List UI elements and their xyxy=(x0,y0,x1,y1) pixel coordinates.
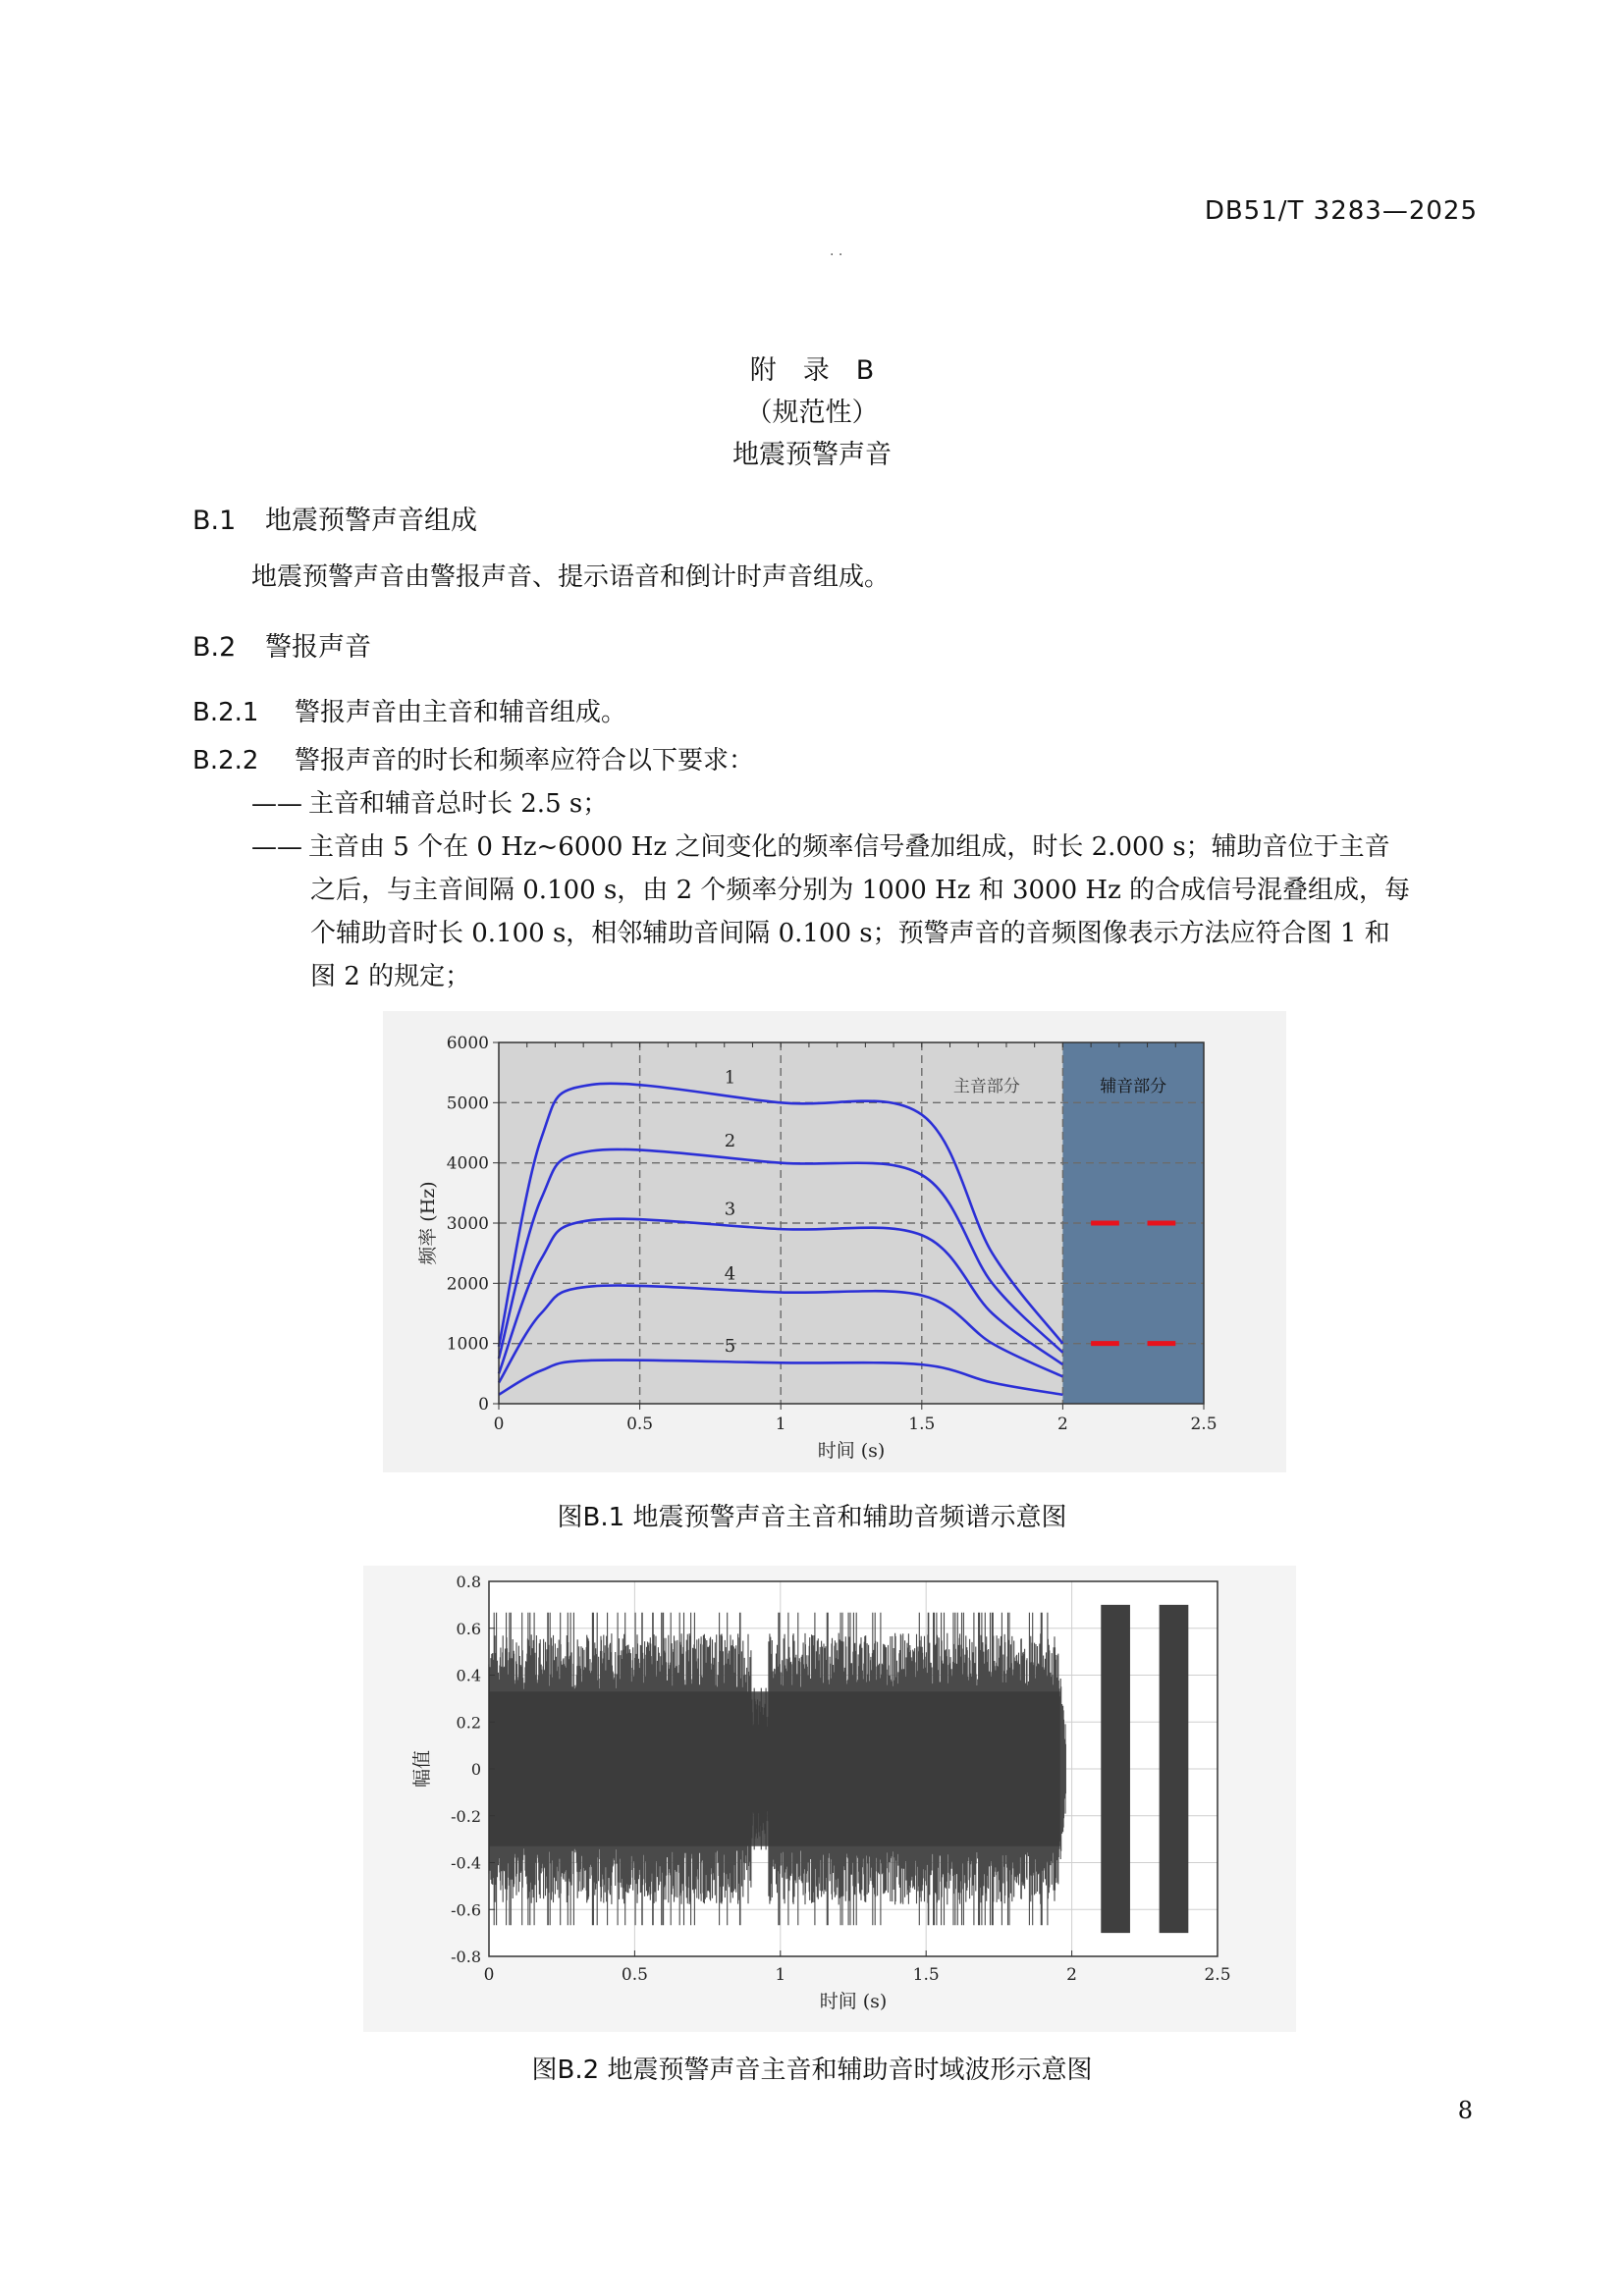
x-tick-label: 0.5 xyxy=(626,1415,654,1434)
section-number: B.2.1 xyxy=(192,698,259,727)
x-tick-label: 1 xyxy=(775,1415,786,1434)
y-axis-label: 幅值 xyxy=(411,1749,433,1789)
section-text: 警报声音的时长和频率应符合以下要求： xyxy=(295,746,755,775)
section-title: 警报声音 xyxy=(265,632,371,663)
aux-tone-block xyxy=(1101,1605,1130,1933)
x-tick-label: 2 xyxy=(1066,1965,1078,1985)
list-item-text: 主音和辅音总时长 2.5 s； xyxy=(308,789,609,819)
aux-tone-label: 辅音部分 xyxy=(1100,1077,1167,1096)
series-label: 5 xyxy=(724,1335,736,1357)
x-tick-label: 0 xyxy=(483,1965,495,1985)
page-number: 8 xyxy=(1457,2097,1473,2124)
y-tick-label: 0.4 xyxy=(456,1666,481,1685)
section-text: 警报声音由主音和辅音组成。 xyxy=(295,698,627,727)
y-tick-label: -0.2 xyxy=(451,1806,481,1826)
x-tick-label: 1 xyxy=(775,1965,786,1985)
y-tick-label: 0.6 xyxy=(456,1619,481,1638)
dash-marker: —— xyxy=(251,832,302,862)
x-tick-label: 2.5 xyxy=(1204,1965,1231,1985)
series-label: 1 xyxy=(724,1067,736,1089)
x-tick-label: 0.5 xyxy=(621,1965,648,1985)
series-label: 2 xyxy=(724,1131,736,1152)
doc-code: DB51/T 3283—2025 xyxy=(1204,196,1478,226)
x-tick-label: 1.5 xyxy=(908,1415,936,1434)
y-tick-label: 5000 xyxy=(446,1094,489,1114)
spectrum-chart xyxy=(383,1011,1286,1472)
x-tick-label: 2 xyxy=(1056,1415,1068,1434)
y-tick-label: 1000 xyxy=(446,1334,489,1355)
section-b1-heading xyxy=(192,499,477,537)
series-label: 4 xyxy=(724,1263,736,1285)
y-tick-label: -0.8 xyxy=(451,1948,481,1966)
dash-marker: —— xyxy=(251,789,302,819)
section-number: B.1 xyxy=(192,506,237,536)
section-number: B.2 xyxy=(192,632,237,663)
list-item-continuation: 图 2 的规定； xyxy=(310,962,471,991)
y-tick-label: 6000 xyxy=(446,1034,489,1053)
figure2-caption: 图B.2 地震预警声音主音和辅助音时域波形示意图 xyxy=(531,2056,1093,2085)
appendix-title: 附 录 B xyxy=(749,355,875,386)
x-tick-label: 1.5 xyxy=(912,1965,940,1985)
list-item xyxy=(251,826,1479,869)
figure1-caption: 图B.1 地震预警声音主音和辅助音频谱示意图 xyxy=(557,1503,1067,1532)
series-label: 3 xyxy=(724,1199,736,1220)
y-axis-label: 频率 (Hz) xyxy=(417,1181,439,1265)
x-axis-label: 时间 (s) xyxy=(817,1440,886,1462)
section-title: 地震预警声音组成 xyxy=(265,506,477,536)
y-tick-label: 0.2 xyxy=(456,1713,481,1733)
y-tick-label: 4000 xyxy=(446,1153,489,1174)
y-tick-label: 2000 xyxy=(446,1274,489,1295)
list-item-continuation: 之后，与主音间隔 0.100 s，由 2 个频率分别为 1000 Hz 和 3000 Hz 的合成信号混叠组成，每 xyxy=(310,876,1411,905)
section-b1-text: 地震预警声音由警报声音、提示语音和倒计时声音组成。 xyxy=(251,562,891,592)
x-tick-label: 2.5 xyxy=(1190,1415,1218,1434)
list-item-text: 主音由 5 个在 0 Hz~6000 Hz 之间变化的频率信号叠加组成，时长 2.000 s；辅助音位于主音 xyxy=(308,832,1390,862)
y-tick-label: -0.4 xyxy=(451,1853,481,1873)
waveform-chart xyxy=(363,1566,1296,2032)
x-tick-label: 0 xyxy=(493,1415,505,1434)
y-tick-label: 3000 xyxy=(446,1214,489,1234)
x-axis-label: 时间 (s) xyxy=(819,1991,888,2012)
y-tick-label: 0 xyxy=(478,1395,489,1415)
list-item xyxy=(251,782,1479,826)
appendix-subject: 地震预警声音 xyxy=(732,440,892,470)
section-b22 xyxy=(192,739,754,782)
y-tick-label: -0.6 xyxy=(451,1900,481,1920)
waveform-core xyxy=(489,1691,1060,1846)
header-dots: · · xyxy=(830,247,843,263)
section-b21 xyxy=(192,691,626,734)
appendix-nature: （规范性） xyxy=(745,398,879,428)
aux-tone-block xyxy=(1160,1605,1189,1933)
section-b2-heading xyxy=(192,625,371,664)
y-tick-label: 0 xyxy=(470,1760,481,1779)
main-tone-label: 主音部分 xyxy=(952,1077,1020,1096)
list-item-continuation: 个辅助音时长 0.100 s，相邻辅助音间隔 0.100 s；预警声音的音频图像表示方法应符合图 1 和 xyxy=(310,919,1390,948)
y-tick-label: 0.8 xyxy=(456,1573,481,1591)
section-number: B.2.2 xyxy=(192,746,259,775)
